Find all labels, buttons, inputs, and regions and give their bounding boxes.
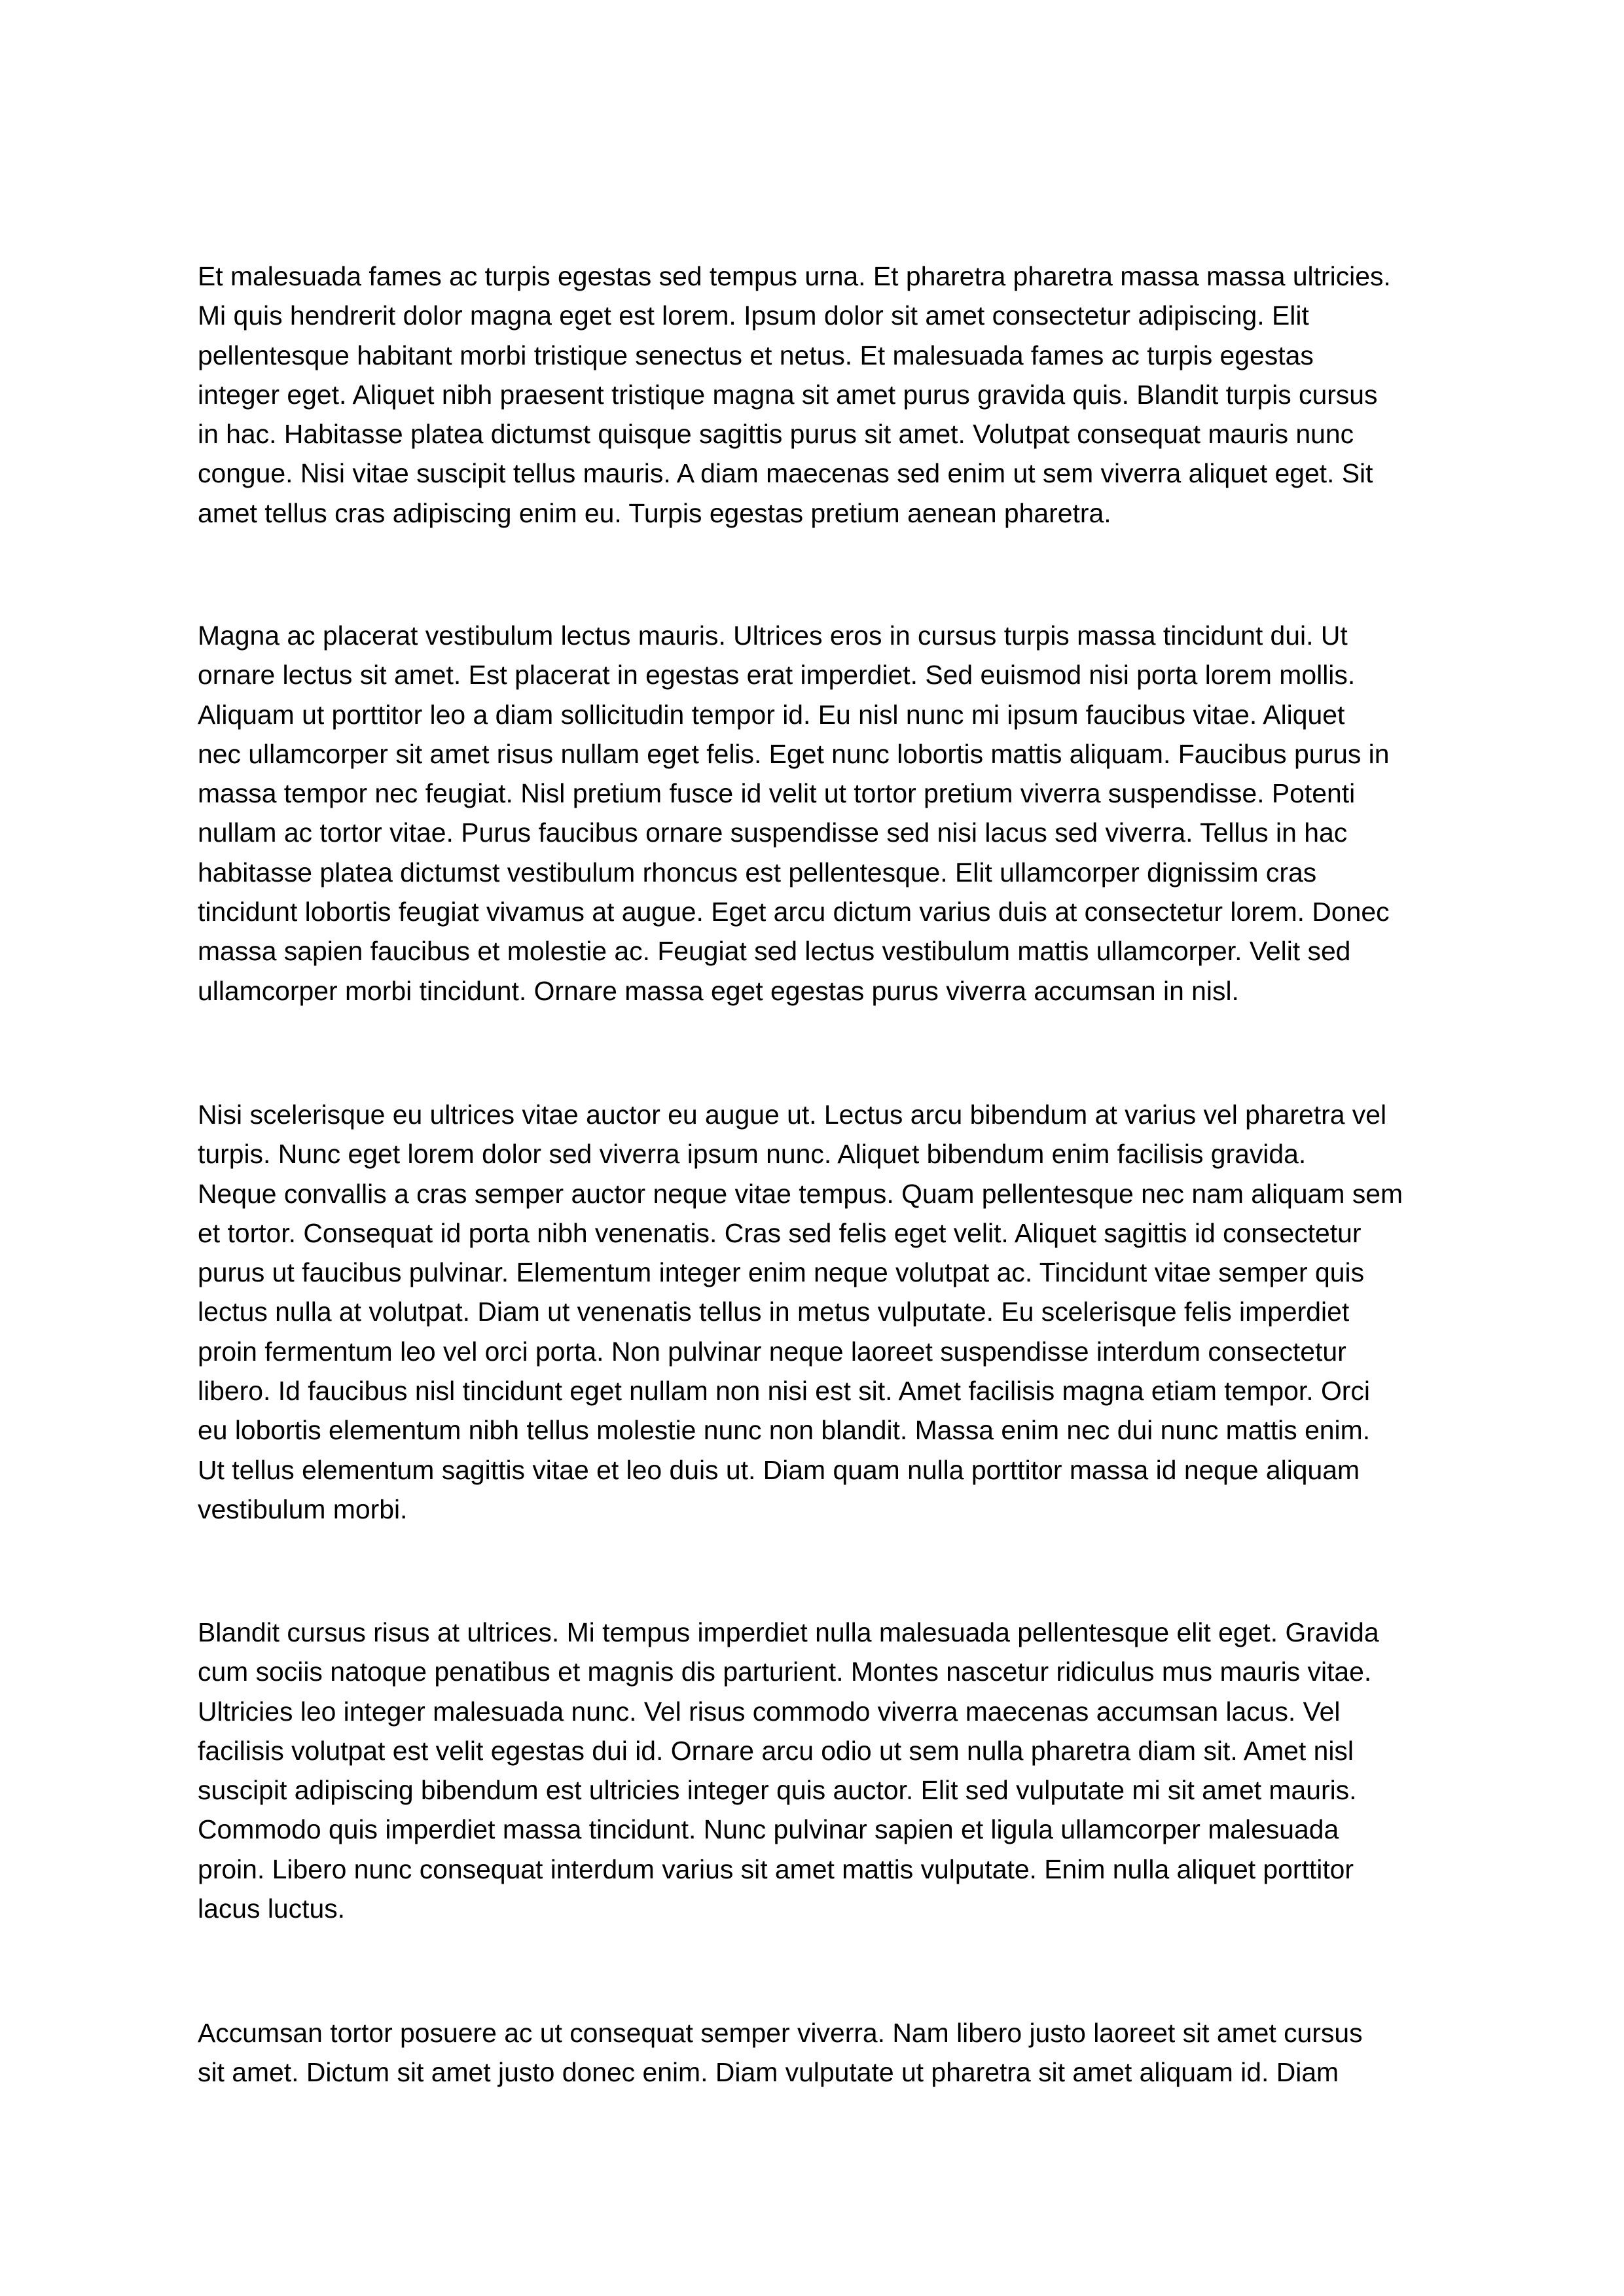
paragraph-line: amet tellus cras adipiscing enim eu. Turpis egestas pretium aenean pharetra. bbox=[198, 497, 1111, 528]
paragraph-line: integer eget. Aliquet nibh praesent tristique magna sit amet purus gravida quis. Blandit turpis cursus bbox=[198, 379, 1378, 410]
paragraph-1 bbox=[198, 257, 1428, 533]
paragraph-line: Magna ac placerat vestibulum lectus mauris. Ultrices eros in cursus turpis massa tincidunt dui. Ut bbox=[198, 620, 1348, 651]
paragraph-line: proin fermentum leo vel orci porta. Non pulvinar neque laoreet suspendisse interdum consectetur bbox=[198, 1336, 1346, 1367]
paragraph-line: Commodo quis imperdiet massa tincidunt. Nunc pulvinar sapien et ligula ullamcorper malesuada bbox=[198, 1814, 1339, 1845]
paragraph-line: lacus luctus. bbox=[198, 1893, 346, 1924]
paragraph-line: in hac. Habitasse platea dictumst quisque sagittis purus sit amet. Volutpat consequat mauris nunc bbox=[198, 419, 1354, 450]
paragraph-5 bbox=[198, 2013, 1428, 2092]
paragraph-line: pellentesque habitant morbi tristique senectus et netus. Et malesuada fames ac turpis egestas bbox=[198, 340, 1314, 370]
paragraph-line: habitasse platea dictumst vestibulum rhoncus est pellentesque. Elit ullamcorper dignissim cras bbox=[198, 857, 1317, 888]
paragraph-line: lectus nulla at volutpat. Diam ut venenatis tellus in metus vulputate. Eu scelerisque felis imperdiet bbox=[198, 1297, 1350, 1327]
paragraph-line: et tortor. Consequat id porta nibh venenatis. Cras sed felis eget velit. Aliquet sagittis id consectetur bbox=[198, 1217, 1362, 1248]
paragraph-3 bbox=[198, 1095, 1428, 1529]
paragraph-2 bbox=[198, 616, 1428, 1011]
paragraph-line: Ultricies leo integer malesuada nunc. Vel risus commodo viverra maecenas accumsan lacus. Vel bbox=[198, 1696, 1341, 1727]
paragraph-line: purus ut faucibus pulvinar. Elementum integer enim neque volutpat ac. Tincidunt vitae semper quis bbox=[198, 1257, 1365, 1288]
paragraph-line: ornare lectus sit amet. Est placerat in egestas erat imperdiet. Sed euismod nisi porta lorem mollis. bbox=[198, 660, 1356, 691]
paragraph-line: congue. Nisi vitae suscipit tellus mauris. A diam maecenas sed enim ut sem viverra aliquet eget. Sit bbox=[198, 458, 1373, 489]
paragraph-line: massa sapien faucibus et molestie ac. Feugiat sed lectus vestibulum mattis ullamcorper. Velit sed bbox=[198, 936, 1351, 967]
paragraph-line: Accumsan tortor posuere ac ut consequat semper viverra. Nam libero justo laoreet sit amet cursus bbox=[198, 2018, 1363, 2048]
paragraph-line: sit amet. Dictum sit amet justo donec enim. Diam vulputate ut pharetra sit amet aliquam id. Diam bbox=[198, 2057, 1339, 2088]
paragraph-line: Mi quis hendrerit dolor magna eget est lorem. Ipsum dolor sit amet consectetur adipiscing. Elit bbox=[198, 300, 1309, 331]
paragraph-line: Blandit cursus risus at ultrices. Mi tempus imperdiet nulla malesuada pellentesque elit eget. Gravida bbox=[198, 1617, 1379, 1647]
paragraph-line: libero. Id faucibus nisl tincidunt eget nullam non nisi est sit. Amet facilisis magna etiam tempor. Orci bbox=[198, 1376, 1370, 1407]
paragraph-line: turpis. Nunc eget lorem dolor sed viverra ipsum nunc. Aliquet bibendum enim facilisis gravida. bbox=[198, 1139, 1307, 1170]
paragraph-line: Neque convallis a cras semper auctor neque vitae tempus. Quam pellentesque nec nam aliquam sem bbox=[198, 1178, 1403, 1209]
paragraph-line: Ut tellus elementum sagittis vitae et leo duis ut. Diam quam nulla porttitor massa id neque aliquam bbox=[198, 1454, 1360, 1485]
paragraph-line: Aliquam ut porttitor leo a diam sollicitudin tempor id. Eu nisl nunc mi ipsum faucibus vitae. Aliquet bbox=[198, 699, 1345, 730]
paragraph-line: proin. Libero nunc consequat interdum varius sit amet mattis vulputate. Enim nulla aliquet porttitor bbox=[198, 1854, 1354, 1884]
paragraph-line: suscipit adipiscing bibendum est ultricies integer quis auctor. Elit sed vulputate mi sit amet mauris. bbox=[198, 1775, 1357, 1806]
paragraph-line: vestibulum morbi. bbox=[198, 1494, 408, 1524]
paragraph-line: nullam ac tortor vitae. Purus faucibus ornare suspendisse sed nisi lacus sed viverra. Tellus in hac bbox=[198, 817, 1348, 848]
paragraph-line: cum sociis natoque penatibus et magnis dis parturient. Montes nascetur ridiculus mus mauris vitae. bbox=[198, 1657, 1372, 1687]
paragraph-line: tincidunt lobortis feugiat vivamus at augue. Eget arcu dictum varius duis at consectetur lorem. Donec bbox=[198, 897, 1390, 927]
paragraph-line: eu lobortis elementum nibh tellus molestie nunc non blandit. Massa enim nec dui nunc mattis enim. bbox=[198, 1415, 1371, 1446]
paragraph-line: ullamcorper morbi tincidunt. Ornare massa eget egestas purus viverra accumsan in nisl. bbox=[198, 975, 1239, 1006]
paragraph-line: massa tempor nec feugiat. Nisl pretium fusce id velit ut tortor pretium viverra suspendisse. Potenti bbox=[198, 778, 1356, 809]
paragraph-line: Nisi scelerisque eu ultrices vitae auctor eu augue ut. Lectus arcu bibendum at varius vel pharetra vel bbox=[198, 1100, 1387, 1130]
paragraph-line: Et malesuada fames ac turpis egestas sed tempus urna. Et pharetra pharetra massa massa ultricies. bbox=[198, 261, 1391, 291]
paragraph-line: facilisis volutpat est velit egestas dui id. Ornare arcu odio ut sem nulla pharetra diam sit. Amet nisl bbox=[198, 1735, 1354, 1766]
paragraph-4 bbox=[198, 1613, 1428, 1928]
paragraph-line: nec ullamcorper sit amet risus nullam eget felis. Eget nunc lobortis mattis aliquam. Faucibus purus in bbox=[198, 738, 1390, 769]
